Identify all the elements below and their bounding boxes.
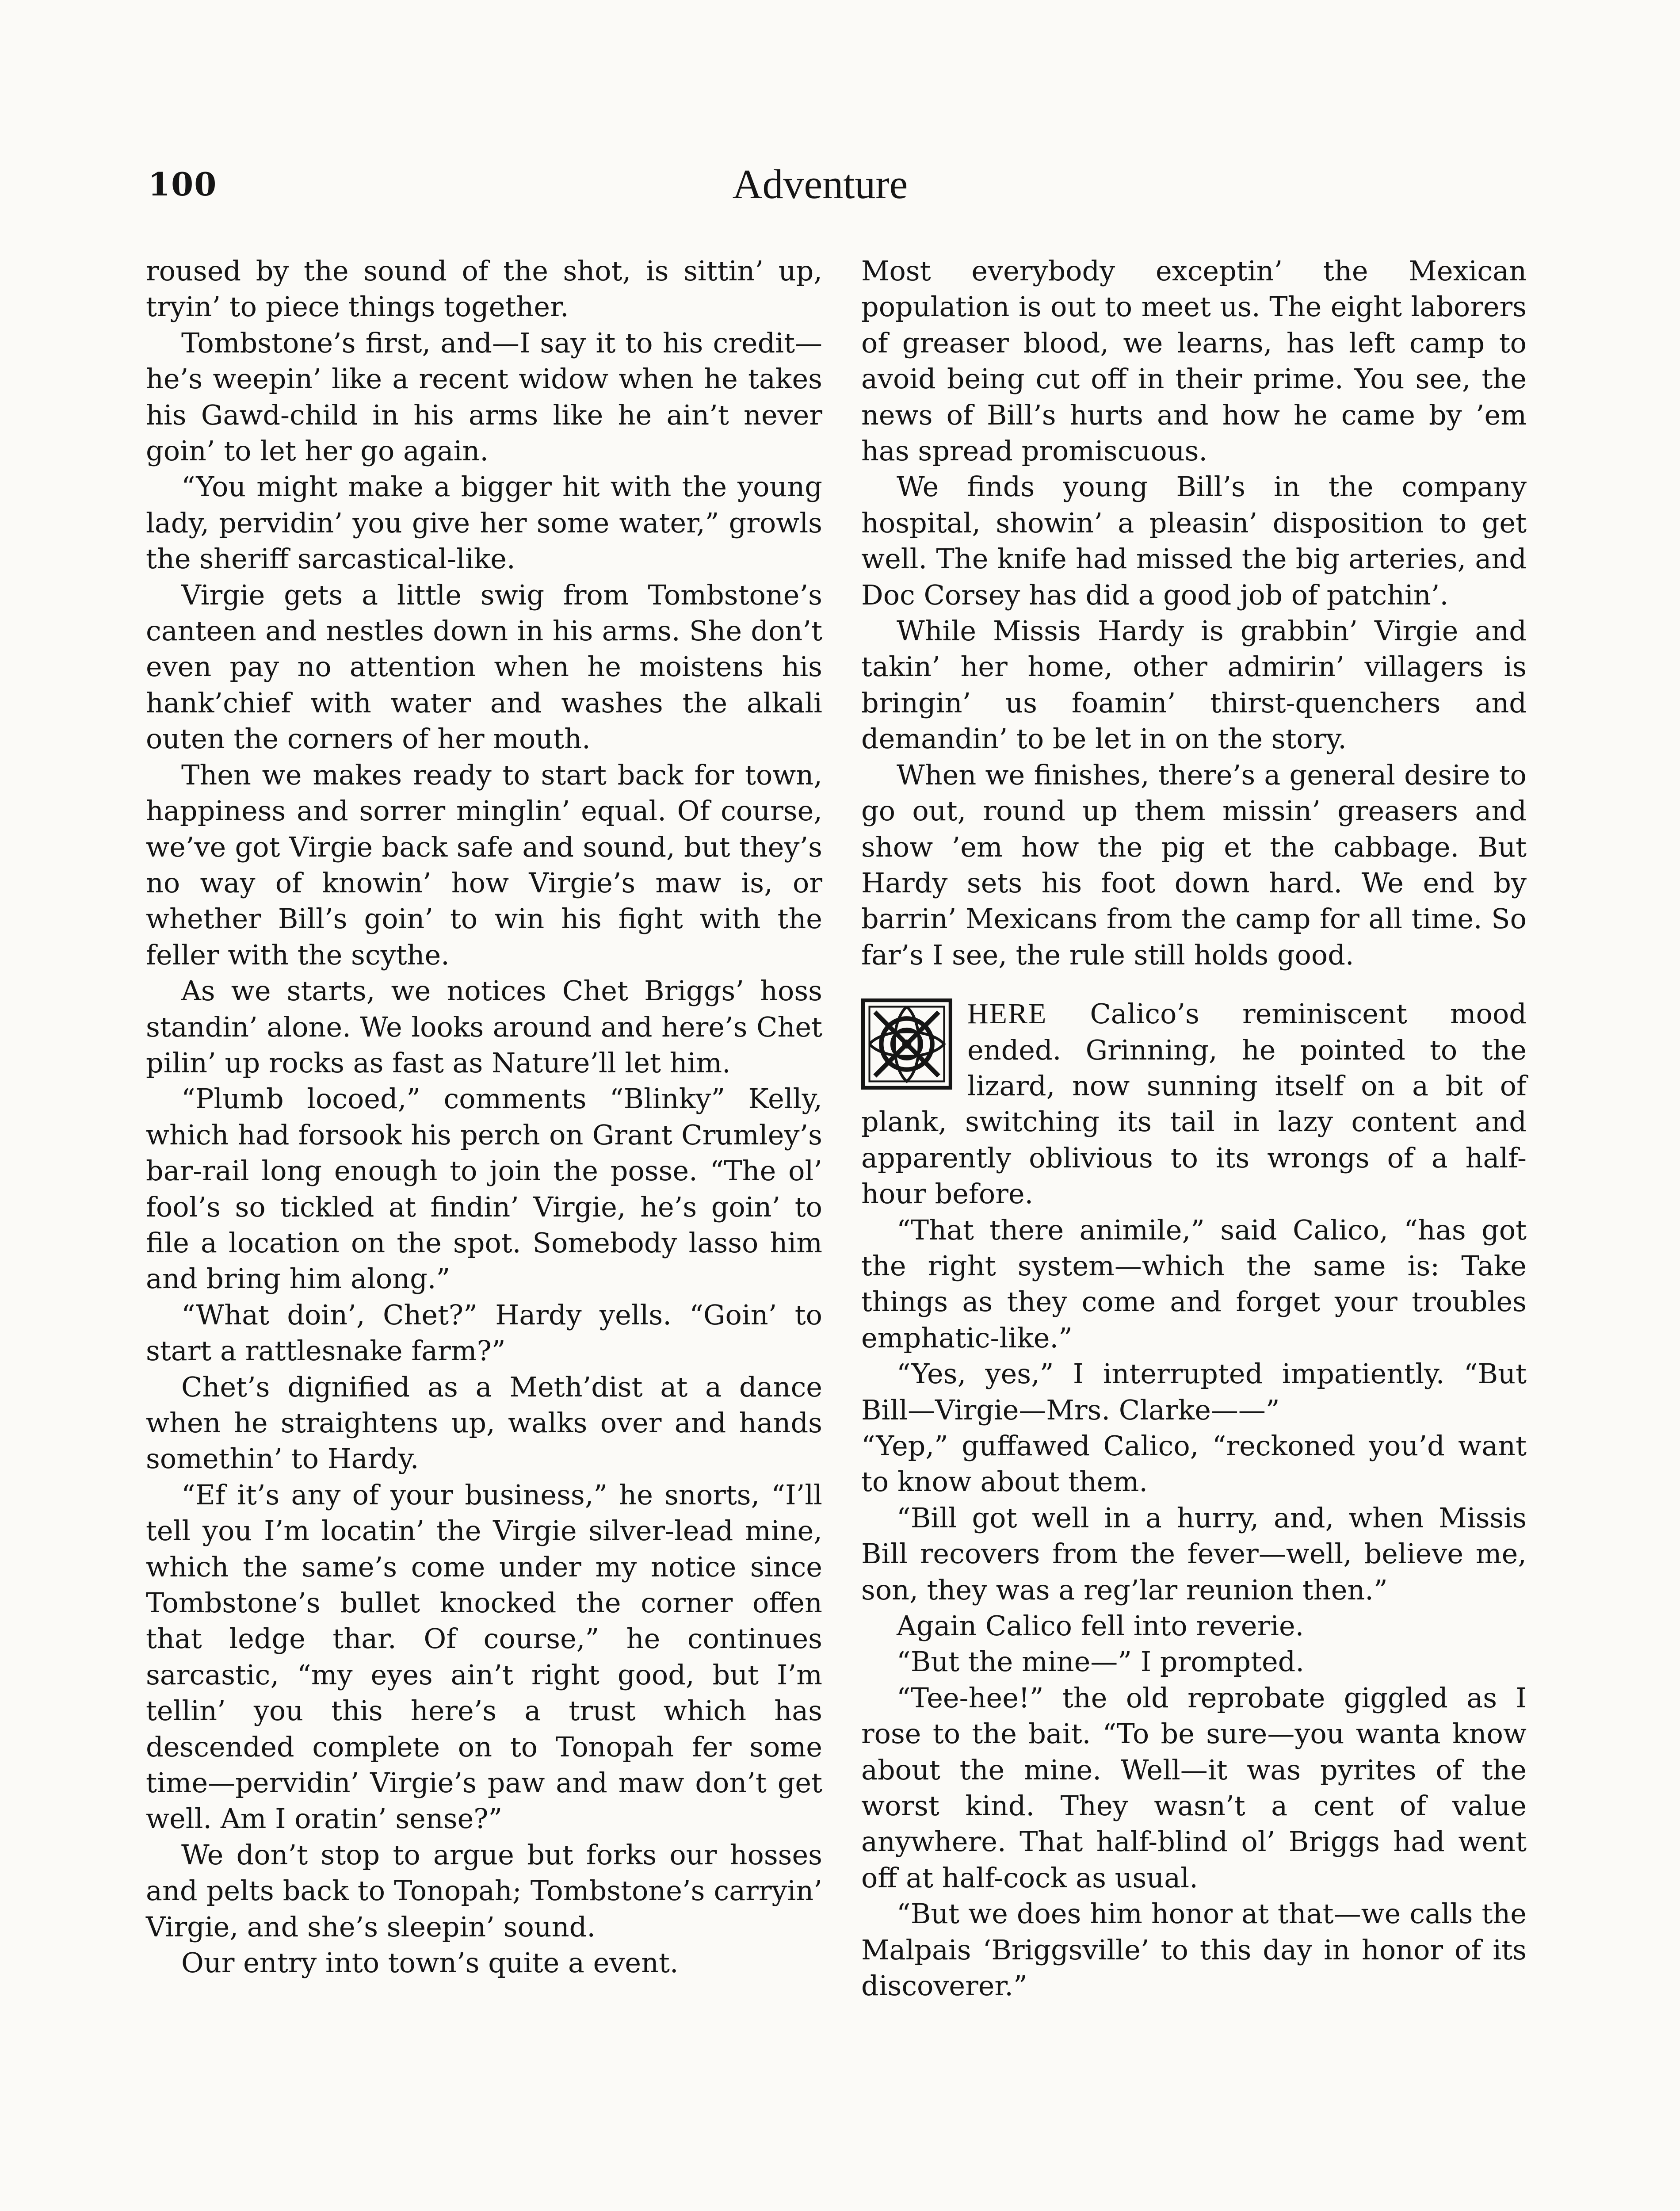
paragraph: Chet’s dignified as a Meth’dist at a dance when he straightens up, walks over and hands somethin’ to Hardy. <box>146 1370 822 1475</box>
paragraph: “Yep,” guffawed Calico, “reckoned you’d want to know about them. <box>861 1430 1527 1498</box>
paragraph: Most everybody exceptin’ the Mexican population is out to meet us. The eight laborers of greaser blood, we learns, has left camp to avoid being cut off in their prime. You see, the news of Bill’s hurts and how he came by ’em has spread promiscuous. <box>861 255 1527 467</box>
running-head: Adventure <box>732 161 908 207</box>
paragraph: “What doin’, Chet?” Hardy yells. “Goin’ to start a rattlesnake farm?” <box>146 1298 822 1367</box>
paragraph: “That there animile,” said Calico, “has got the right system—which the same is: Take things as they come and forget your troubles emphatic-like.” <box>861 1213 1527 1354</box>
paragraph: While Missis Hardy is grabbin’ Virgie and takin’ her home, other admirin’ villagers is bringin’ us foamin’ thirst-quenchers and demandin’ to be let in on the story. <box>861 615 1527 755</box>
paragraph: We finds young Bill’s in the company hospital, showin’ a pleasin’ disposition to get well. The knife had missed the big arteries, and Doc Corsey has did a good job of patchin’. <box>861 471 1527 611</box>
knotwork-ornament-icon <box>861 998 952 1090</box>
paragraph: Then we makes ready to start back for town, happiness and sorrer minglin’ equal. Of course, we’ve got Virgie back safe and sound, but they’s no way of knowin’ how Virgie’s maw is, or whether Bill’s goin’ to win his fight with the feller with the scythe. <box>146 758 822 971</box>
paragraph: “But we does him honor at that—we calls the Malpais ‘Briggsville’ to this day in honor of its discoverer.” <box>861 1897 1527 2002</box>
paragraph: Tombstone’s first, and—I say it to his credit—he’s weepin’ like a recent widow when he takes his Gawd-child in his arms like he ain’t never goin’ to let her go again. <box>146 326 822 467</box>
paragraph: We don’t stop to argue but forks our hosses and pelts back to Tonopah; Tombstone’s carryin’ Virgie, and she’s sleepin’ sound. <box>146 1838 822 1943</box>
paragraph: As we starts, we notices Chet Briggs’ hoss standin’ alone. We looks around and here’s Chet pilin’ up rocks as fast as Nature’ll let him. <box>146 975 822 1079</box>
paragraph: roused by the sound of the shot, is sittin’ up, tryin’ to piece things together. <box>146 255 822 323</box>
paragraph: “Yes, yes,” I interrupted impatiently. “But Bill—Virgie—Mrs. Clarke——” <box>861 1358 1527 1426</box>
paragraph: “Tee-hee!” the old reprobate giggled as I rose to the bait. “To be sure—you wanta know about the mine. Well—it was pyrites of the worst kind. They wasn’t a cent of value anywhere. That half-blind ol’ Briggs had went off at half-cock as usual. <box>861 1681 1527 1894</box>
paragraph: Virgie gets a little swig from Tombstone’s canteen and nestles down in his arms. She don’t even pay no attention when he moistens his hank’chief with water and washes the alkali outen the corners of her mouth. <box>146 578 822 755</box>
lead-paragraph-text: Calico’s reminiscent mood ended. Grinning, he pointed to the lizard, now sunning itself on a bit of plank, switching its tail in lazy content and apparently oblivious to its wrongs of a half-hour before. <box>861 998 1527 1210</box>
paragraph: “But the mine—” I prompted. <box>897 1645 1305 1678</box>
paragraph: Our entry into town’s quite a event. <box>181 1947 679 1979</box>
paragraph: “Bill got well in a hurry, and, when Missis Bill recovers from the fever—well, believe me, son, they was a reg’lar reunion then.” <box>861 1501 1527 1606</box>
lead-word: HERE <box>967 998 1047 1030</box>
paragraph: “Ef it’s any of your business,” he snorts, “I’ll tell you I’m locatin’ the Virgie silver-lead mine, which the same’s come under my notice since Tombstone’s bullet knocked the corner offen that ledge thar. Of course,” he continues sarcastic, “my eyes ain’t right good, but I’m tellin’ you this here’s a trust which has descended complete on to Tonopah fer some time—pervidin’ Virgie’s paw and maw don’t get well. Am I oratin’ sense?” <box>146 1478 822 1835</box>
paragraph: “Plumb locoed,” comments “Blinky” Kelly, which had forsook his perch on Grant Crumley’s bar-rail long enough to join the posse. “The ol’ fool’s so tickled at findin’ Virgie, he’s goin’ to file a location on the spot. Somebody lasso him and bring him along.” <box>146 1083 822 1295</box>
page-header <box>148 160 1492 209</box>
right-column <box>861 253 1527 2004</box>
paragraph: “You might make a bigger hit with the young lady, pervidin’ you give her some water,” growls the sheriff sarcastical-like. <box>146 471 822 575</box>
paragraph <box>861 996 1527 1212</box>
page-number: 100 <box>148 165 218 203</box>
section-break <box>861 996 1527 1212</box>
paragraph: When we finishes, there’s a general desire to go out, round up them missin’ greasers and show ’em how the pig et the cabbage. But Hardy sets his foot down hard. We end by barrin’ Mexicans from the camp for all time. So far’s I see, the rule still holds good. <box>861 758 1527 971</box>
paragraph: Again Calico fell into reverie. <box>897 1610 1304 1642</box>
left-column <box>146 253 822 1981</box>
